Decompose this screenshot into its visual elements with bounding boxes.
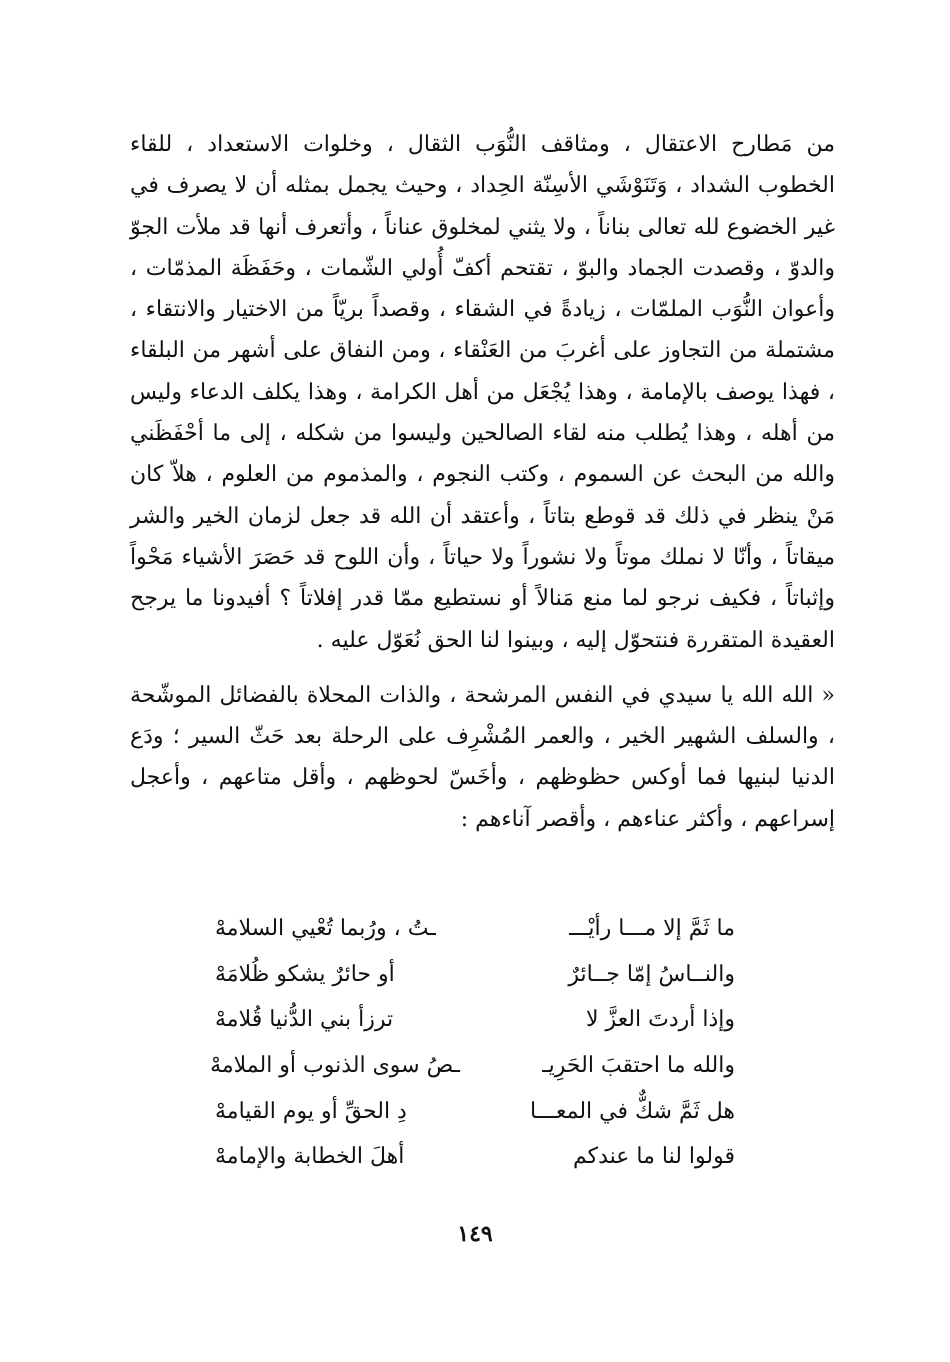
verse-second-hemistich: ـصُ سوى الذنوب أو الملامهْ — [210, 1053, 460, 1079]
verse-second-hemistich: أو حائرٌ يشكو ظُلامَهْ — [215, 961, 395, 987]
verse-first-hemistich: ما ثَمَّ إلا مـــا رأيْـــ — [569, 916, 735, 942]
prose-body — [130, 124, 835, 840]
verse-line — [215, 906, 735, 952]
verse-second-hemistich: ـتُ ، ورُبما تُعْيي السلامهْ — [215, 916, 436, 942]
paragraph: « الله الله يا سيدي في النفس المرشحة ، والذات المحلاة بالفضائل الموشّحة ، والسلف الشهير الخير ، والعمر المُشْرِف على الرحلة بعد حَثّ السير ؛ ودَع الدنيا لبنيها فما أوكس حظوظهم ، وأخَسّ لحوظهم ، وأقل متاعهم ، وأعجل إسراعهم ، وأكثر عناءهم ، وأقصر آناءهم : — [130, 682, 835, 832]
verse-first-hemistich: والنــاسُ إمّا جــائرٌ — [568, 961, 735, 987]
page-number: ١٤٩ — [457, 1221, 493, 1247]
poem — [210, 906, 735, 1180]
verse-line — [215, 997, 735, 1043]
verse-second-hemistich: ترزأ بني الدُّنيا قُلامهْ — [215, 1007, 394, 1033]
verse-second-hemistich: أهلَ الخطابة والإمامهْ — [215, 1144, 405, 1170]
verse-first-hemistich: وإذا أردتَ العزَّ لا — [586, 1007, 735, 1033]
paragraph: من مَطارح الاعتقال ، ومثاقف النُّوَب الثقال ، وخلوات الاستعداد ، للقاء الخطوب الشداد ، وَتَنَوْشَي الأسِنّة الحِداد ، وحيث يجمل بمثله أن لا يصرف في غير الخضوع لله تعالى بناناً ، ولا يثني لمخلوق عناناً ، وأتعرف أنها قد ملأت الجوّ والدوّ ، وقصدت الجماد والبوّ ، تقتحم أكفّ أُولي الشّمات ، وحَفَظَة المذمّات ، وأعوان النُّوَب الملمّات ، زيادةً في الشقاء ، وقصداً بريّاً من الاختيار والانتقاء ، مشتملة من التجاوز على أغربَ من العَنْقاء ، ومن النفاق على أشهر من البلقاء ، فهذا يوصف بالإمامة ، وهذا يُجْعَل من أهل الكرامة ، وهذا يكلف الدعاء وليس من أهله ، وهذا يُطلب منه لقاء الصالحين وليسوا من شكله ، إلى ما أحْفَظَني والله من البحث عن السموم ، وكتب النجوم ، والمذموم من العلوم ، هلاّ كان مَنْ ينظر في ذلك قد قوطع بتاتاً ، وأعتقد أن الله قد جعل لزمان الخير والشر ميقاتاً ، وأنّا لا نملك موتاً ولا نشوراً ولا حياتاً ، وأن اللوح قد حَصَرَ الأشياء مَحْواً وإثباتاً ، فكيف نرجو لما منع مَنالاً أو نستطيع ممّا قدر إفلاتاً ؟ أفيدونا ما يرجح العقيدة المتقررة فنتحوّل إليه ، وبينوا لنا الحق نُعَوّل عليه . — [130, 132, 835, 653]
verse-first-hemistich: قولوا لنا ما عندكم — [572, 1144, 735, 1170]
verse-line — [215, 1134, 735, 1180]
verse-line — [215, 1088, 735, 1134]
verse-first-hemistich: والله ما احتقبَ الحَرِيـ — [542, 1053, 735, 1079]
verse-first-hemistich: هل ثَمَّ شكٌّ في المعـــا — [529, 1098, 735, 1124]
verse-second-hemistich: دِ الحقِّ أو يوم القيامهْ — [215, 1098, 407, 1124]
verse-line — [210, 1043, 735, 1089]
verse-line — [215, 952, 735, 998]
